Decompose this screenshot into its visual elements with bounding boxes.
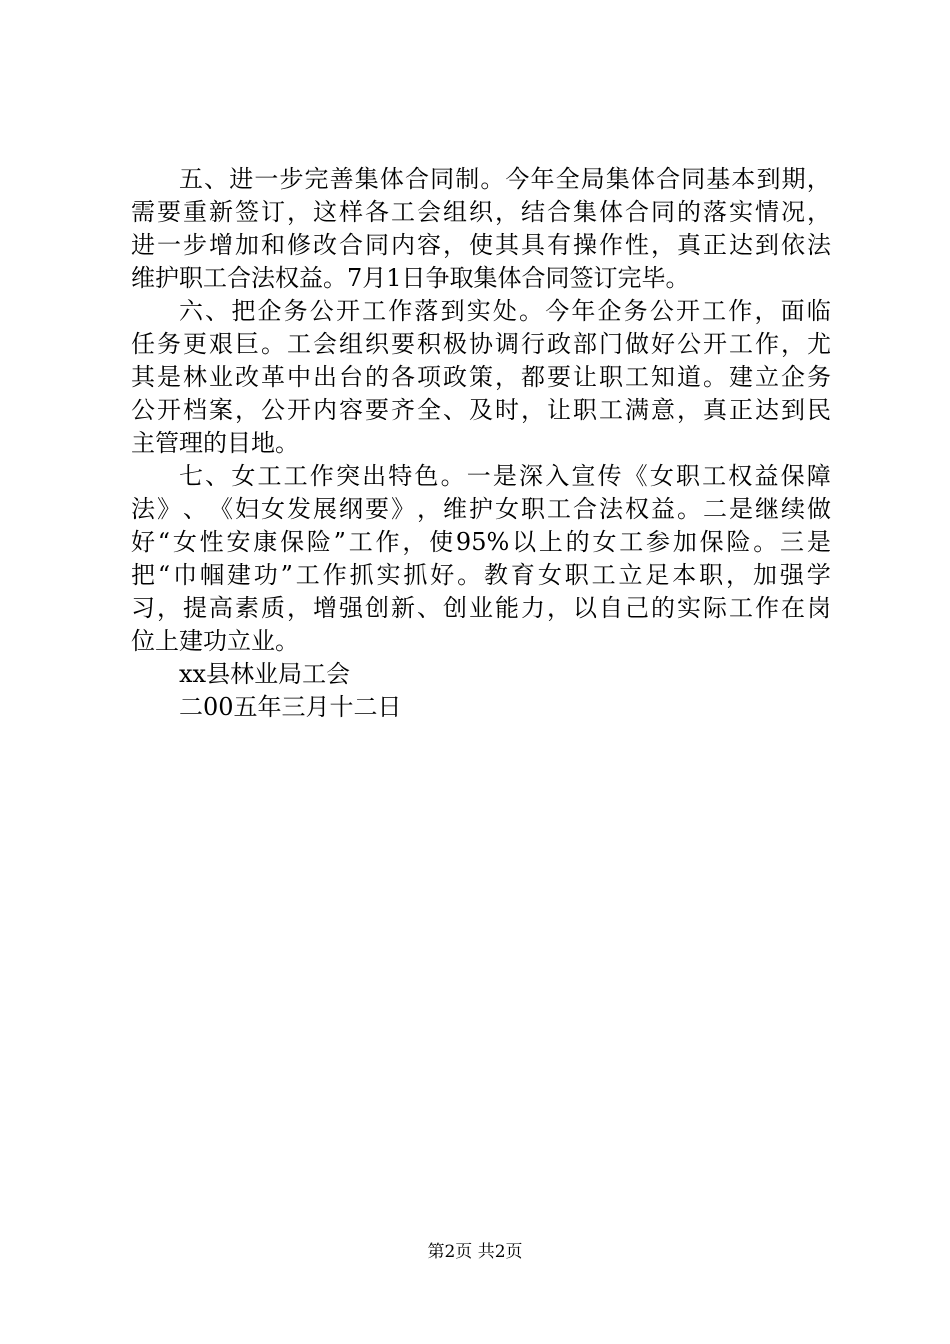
paragraph-line: 七 、 女 工 工 作 突 出 特 色 。 一 是 深 入 宣 传 《 女 职 工 权 益 保 障 bbox=[179, 462, 831, 490]
paragraph-line: 其 是 林 业 改 革 中 出 台 的 各 项 政 策 ， 都 要 让 职 工 知 道 。 建 立 企 务 bbox=[131, 363, 831, 391]
paragraph-line: 位上建功立业。 bbox=[131, 627, 299, 655]
paragraph-line: 把 “ 巾 帼 建 功 ” 工 作 抓 实 抓 好 。 教 育 女 职 工 立 足 本 职 ， 加 强 学 bbox=[131, 561, 831, 589]
paragraph-line: 任 务 更 艰 巨 。 工 会 组 织 要 积 极 协 调 行 政 部 门 做 好 公 开 工 作 ， 尤 bbox=[131, 330, 831, 358]
paragraph-five bbox=[131, 163, 831, 295]
page-footer: 第2页 共2页 bbox=[427, 1242, 523, 1262]
paragraph-line: 习 ， 提 高 素 质 ， 增 强 创 新 、 创 业 能 力 ， 以 自 己 的 实 际 工 作 在 岗 bbox=[131, 594, 831, 622]
paragraph-line: 需 要 重 新 签 订 ， 这 样 各 工 会 组 织 ， 结 合 集 体 合 同 的 落 实 情 况 ， bbox=[131, 198, 831, 226]
paragraph-line: 维护职工合法权益。7月1日争取集体合同签订完毕。 bbox=[131, 264, 690, 292]
signature-date: 二00五年三月十二日 bbox=[179, 693, 402, 721]
paragraph-line: 好 “ 女 性 安 康 保 险 ” 工 作 ， 使 95% 以 上 的 女 工 参 加 保 险 。 三 是 bbox=[131, 528, 831, 556]
paragraph-line: 公 开 档 案 ， 公 开 内 容 要 齐 全 、 及 时 ， 让 职 工 满 意 ， 真 正 达 到 民 bbox=[131, 396, 831, 424]
paragraph-seven bbox=[131, 460, 831, 658]
paragraph-line: 法 》 、 《 妇 女 发 展 纲 要 》 ， 维 护 女 职 工 合 法 权 益 。 二 是 继 续 做 bbox=[131, 495, 831, 523]
paragraph-line: 六 、 把 企 务 公 开 工 作 落 到 实 处 。 今 年 企 务 公 开 工 作 ， 面 临 bbox=[179, 297, 831, 325]
document-body bbox=[131, 163, 831, 724]
paragraph-six bbox=[131, 295, 831, 460]
paragraph-line: 五 、 进 一 步 完 善 集 体 合 同 制 。 今 年 全 局 集 体 合 同 基 本 到 期 ， bbox=[179, 165, 831, 193]
paragraph-line: 进 一 步 增 加 和 修 改 合 同 内 容 ， 使 其 具 有 操 作 性 ， 真 正 达 到 依 法 bbox=[131, 231, 831, 259]
paragraph-line: 主管理的目地。 bbox=[131, 429, 299, 457]
signature-organization: xx县林业局工会 bbox=[179, 660, 351, 688]
